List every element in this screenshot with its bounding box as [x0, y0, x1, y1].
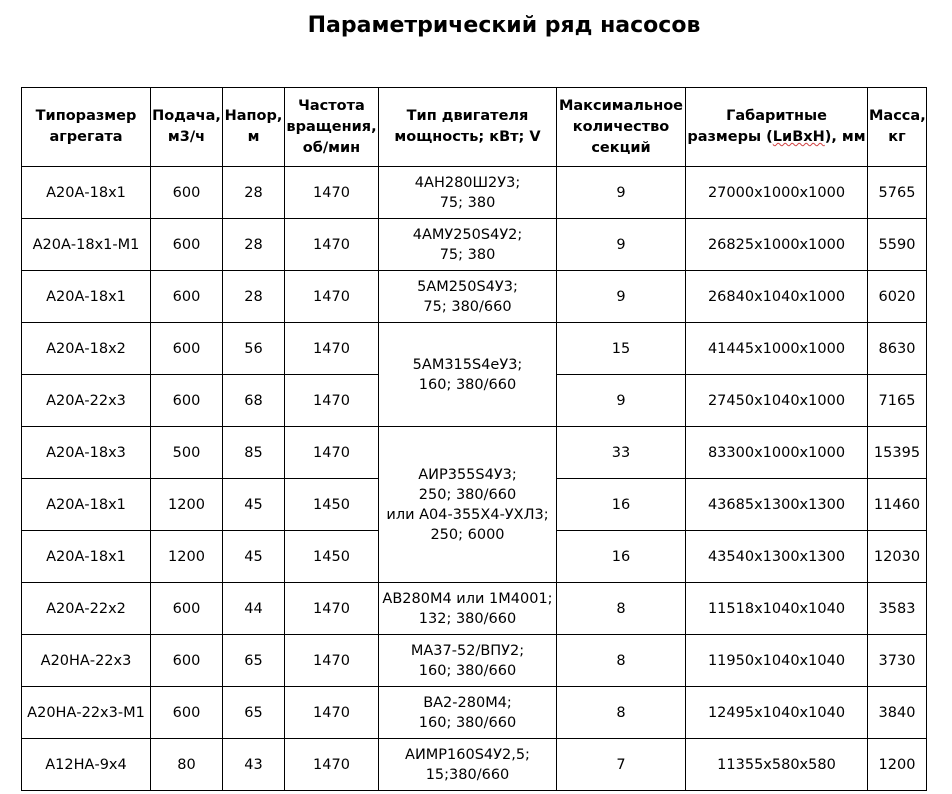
cell-motor: 5АМ315S4еУ3; 160; 380/660	[379, 323, 557, 427]
cell-flow: 500	[151, 427, 223, 479]
cell-dimensions: 11518х1040х1040	[686, 583, 868, 635]
cell-speed: 1470	[285, 739, 379, 791]
cell-mass: 3840	[868, 687, 927, 739]
cell-speed: 1470	[285, 271, 379, 323]
cell-flow: 600	[151, 167, 223, 219]
cell-speed: 1450	[285, 531, 379, 583]
header-row	[22, 88, 927, 167]
header-dimensions	[686, 88, 868, 167]
cell-mass: 6020	[868, 271, 927, 323]
table-row	[22, 427, 927, 479]
cell-motor: 4АН280Ш2У3; 75; 380	[379, 167, 557, 219]
header-dimensions-prefix: Габаритные размеры (	[687, 108, 827, 145]
cell-sections: 9	[557, 219, 686, 271]
header-motor: Тип двигателя мощность; кВт; V	[379, 88, 557, 167]
cell-sections: 16	[557, 479, 686, 531]
cell-sections: 9	[557, 375, 686, 427]
cell-head: 65	[223, 687, 285, 739]
cell-head: 56	[223, 323, 285, 375]
cell-mass: 15395	[868, 427, 927, 479]
cell-motor: АВ280М4 или 1М4001; 132; 380/660	[379, 583, 557, 635]
cell-motor: 5АМ250S4У3; 75; 380/660	[379, 271, 557, 323]
cell-speed: 1470	[285, 635, 379, 687]
cell-sections: 8	[557, 583, 686, 635]
cell-flow: 600	[151, 583, 223, 635]
table-row	[22, 167, 927, 219]
table-row	[22, 323, 927, 375]
cell-head: 28	[223, 219, 285, 271]
cell-motor: МА37-52/ВПУ2; 160; 380/660	[379, 635, 557, 687]
cell-type: А20А-22х3	[22, 375, 151, 427]
cell-dimensions: 11355х580х580	[686, 739, 868, 791]
cell-flow: 600	[151, 687, 223, 739]
header-dimensions-suffix: ), мм	[824, 129, 866, 145]
cell-mass: 11460	[868, 479, 927, 531]
cell-mass: 8630	[868, 323, 927, 375]
header-speed: Частота вращения, об/мин	[285, 88, 379, 167]
cell-sections: 8	[557, 687, 686, 739]
cell-sections: 9	[557, 271, 686, 323]
table-row	[22, 271, 927, 323]
cell-dimensions: 27450х1040х1000	[686, 375, 868, 427]
cell-sections: 8	[557, 635, 686, 687]
table-row	[22, 635, 927, 687]
cell-speed: 1470	[285, 375, 379, 427]
cell-mass: 1200	[868, 739, 927, 791]
cell-speed: 1450	[285, 479, 379, 531]
cell-sections: 9	[557, 167, 686, 219]
header-head: Напор, м	[223, 88, 285, 167]
cell-flow: 600	[151, 323, 223, 375]
header-dimensions-mark: LиBхH	[772, 129, 825, 145]
cell-flow: 600	[151, 375, 223, 427]
cell-speed: 1470	[285, 167, 379, 219]
table-row	[22, 739, 927, 791]
cell-motor: ВА2-280М4; 160; 380/660	[379, 687, 557, 739]
table-row	[22, 583, 927, 635]
cell-flow: 600	[151, 219, 223, 271]
cell-speed: 1470	[285, 323, 379, 375]
cell-motor: 4АМУ250S4У2; 75; 380	[379, 219, 557, 271]
cell-speed: 1470	[285, 219, 379, 271]
pump-parameters-table	[21, 87, 927, 791]
table-row	[22, 687, 927, 739]
cell-sections: 7	[557, 739, 686, 791]
header-flow: Подача, м3/ч	[151, 88, 223, 167]
cell-type: А20А-18х1	[22, 479, 151, 531]
cell-head: 43	[223, 739, 285, 791]
cell-dimensions: 41445х1000х1000	[686, 323, 868, 375]
cell-flow: 600	[151, 635, 223, 687]
cell-head: 85	[223, 427, 285, 479]
cell-type: А20А-18х1	[22, 271, 151, 323]
cell-flow: 1200	[151, 479, 223, 531]
cell-head: 28	[223, 167, 285, 219]
cell-mass: 12030	[868, 531, 927, 583]
cell-head: 45	[223, 479, 285, 531]
cell-type: А20НА-22х3	[22, 635, 151, 687]
cell-head: 28	[223, 271, 285, 323]
cell-type: А20НА-22х3-М1	[22, 687, 151, 739]
cell-dimensions: 43685х1300х1300	[686, 479, 868, 531]
cell-sections: 15	[557, 323, 686, 375]
cell-motor: АИМР160S4У2,5; 15;380/660	[379, 739, 557, 791]
cell-sections: 16	[557, 531, 686, 583]
cell-type: А20А-18х3	[22, 427, 151, 479]
cell-head: 45	[223, 531, 285, 583]
cell-dimensions: 43540х1300х1300	[686, 531, 868, 583]
cell-head: 68	[223, 375, 285, 427]
cell-speed: 1470	[285, 427, 379, 479]
cell-flow: 600	[151, 271, 223, 323]
cell-mass: 3730	[868, 635, 927, 687]
cell-type: А20А-18х1-М1	[22, 219, 151, 271]
cell-dimensions: 26825х1000х1000	[686, 219, 868, 271]
cell-dimensions: 12495х1040х1040	[686, 687, 868, 739]
header-sections: Максимальное количество секций	[557, 88, 686, 167]
table-row	[22, 219, 927, 271]
cell-type: А12НА-9х4	[22, 739, 151, 791]
cell-dimensions: 27000х1000х1000	[686, 167, 868, 219]
page-title: Параметрический ряд насосов	[307, 13, 701, 38]
cell-mass: 5765	[868, 167, 927, 219]
cell-mass: 5590	[868, 219, 927, 271]
cell-dimensions: 26840х1040х1000	[686, 271, 868, 323]
header-mass: Масса, кг	[868, 88, 927, 167]
cell-type: А20А-18х1	[22, 167, 151, 219]
cell-type: А20А-18х2	[22, 323, 151, 375]
cell-dimensions: 11950х1040х1040	[686, 635, 868, 687]
cell-type: А20А-22х2	[22, 583, 151, 635]
cell-speed: 1470	[285, 687, 379, 739]
cell-mass: 7165	[868, 375, 927, 427]
cell-sections: 33	[557, 427, 686, 479]
header-type: Типоразмер агрегата	[22, 88, 151, 167]
cell-speed: 1470	[285, 583, 379, 635]
cell-head: 44	[223, 583, 285, 635]
cell-flow: 1200	[151, 531, 223, 583]
cell-type: А20А-18х1	[22, 531, 151, 583]
cell-dimensions: 83300х1000х1000	[686, 427, 868, 479]
cell-mass: 3583	[868, 583, 927, 635]
cell-head: 65	[223, 635, 285, 687]
cell-motor: АИР355S4У3; 250; 380/660 или А04-355Х4-УХЛ3; 250; 6000	[379, 427, 557, 583]
cell-flow: 80	[151, 739, 223, 791]
